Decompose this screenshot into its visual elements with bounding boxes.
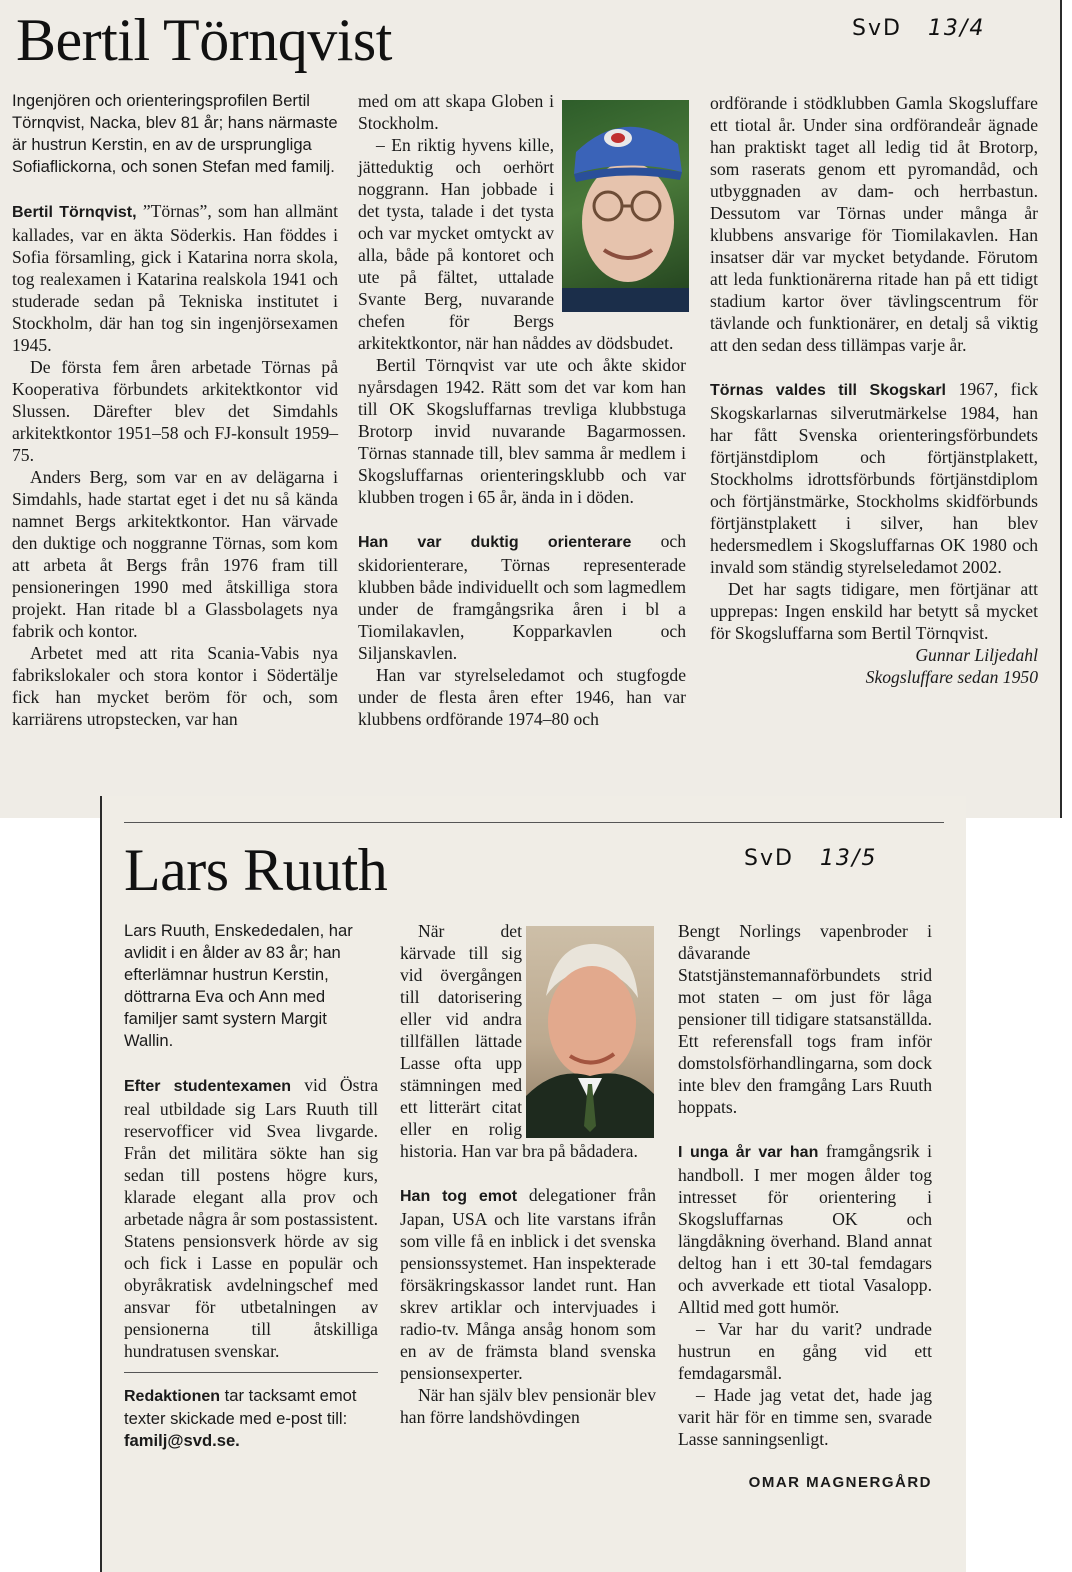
paragraph-text: och skidorienterare, Törnas representerade klubben både individuellt och som lagmedlem under de framgångsrika åren i bl a Tiomilakavlen, Kopparkavlen och Siljanskavlen. <box>358 531 686 663</box>
note-email: familj@svd.se. <box>124 1431 240 1450</box>
paragraph <box>358 530 686 664</box>
handwritten-paper: SvD <box>744 846 794 871</box>
paragraph <box>124 1074 378 1362</box>
quote-paragraph: – En riktig hyvens kille, jätteduktig och oerhört noggrann. Han jobbade i det tysta, talade i det tysta och var mycket omtyckt av alla, både på kontoret och ute på fältet, uttalade Svante Berg, nuvarande chefen för Bergs arkitektkontor, när han nåddes av dödsbudet. <box>358 135 674 353</box>
paragraph-text: vid Östra real utbildade sig Lars Ruuth till reservofficer vid Svea livgarde. Från det militära sökte han sig sedan till postens högre kurs, klarade elegant alla prov och arbetade några år som postassistent. Statens pensionsverk hörde av sig och fick i Lasse en populär och obyråkratisk avdelningschef med ansvar för utbetalningen av pensionerna till åtskilliga hundratusen svenskar. <box>124 1075 378 1361</box>
paragraph: Han var styrelseledamot och stugfogde under de flesta åren efter 1946, han var klubbens ordförande 1974–80 och <box>358 665 686 729</box>
editorial-note <box>124 1385 378 1452</box>
paragraph-lead: Han var duktig orienterare <box>358 534 632 551</box>
obituary-clipping-ruuth <box>100 796 966 1572</box>
handwritten-note <box>744 846 877 871</box>
lead-paragraph: Ingenjören och orienteringsprofilen Bertil Törnqvist, Nacka, blev 81 år; hans närmaste är hustrun Kerstin, en av de ursprungliga Sofiaflickorna, och sonen Stefan med familj. <box>12 91 338 176</box>
note-text: tar tacksamt emot texter skickade med e-post till: <box>124 1386 357 1428</box>
quote-paragraph: – Hade jag vetat det, hade jag varit här för en timme sen, svarade Lasse sanningsenligt. <box>678 1385 932 1449</box>
paragraph <box>678 1140 932 1318</box>
handwritten-date: 13/5 <box>819 846 878 871</box>
paragraph: När han själv blev pensionär blev han förre landshövdingen <box>400 1385 656 1427</box>
portrait-illustration <box>526 926 654 1138</box>
paragraph: Anders Berg, som var en av delägarna i Simdahls, hade startat eget i det nu så kända namnet Bergs arkitektkontor. Han värvade den duktige och noggranne Törnas, som kom att arbeta åt Bergs från 1976 fram till pensioneringen 1990 med åtskilliga stora projekt. Han ritade bl a Glassbolagets nya fabrik och kontor. <box>12 467 338 641</box>
note-lead: Redaktionen <box>124 1388 221 1405</box>
signature-name: Gunnar Liljedahl <box>915 645 1038 665</box>
portrait-illustration <box>562 100 689 312</box>
signature-title: Skogsluffare sedan 1950 <box>865 667 1038 687</box>
article-column-3 <box>710 92 1038 688</box>
portrait-photo <box>562 100 689 312</box>
article-column-3 <box>678 920 932 1494</box>
paragraph: Det har sagts tidigare, men förtjänar att upprepas: Ingen enskild har betytt så mycket för Skogsluffarna som Bertil Törnqvist. <box>710 579 1038 643</box>
paragraph-lead: Törnas valdes till Skogskarl <box>710 382 947 399</box>
handwritten-note <box>852 16 985 41</box>
handwritten-date: 13/4 <box>927 16 986 41</box>
article-column-1 <box>12 90 338 730</box>
paragraph-text: ”Törnas”, som han allmänt kallades, var en äkta Söderkis. Han föddes i Sofia församling, gick i Katarina norra skola, tog realexamen i Katarina realskola 1941 och studerade sedan på Tekniska institutet i Stockholm, där han tog sin ingenjörsexamen 1945. <box>12 201 339 355</box>
paragraph-lead: Han tog emot <box>400 1188 518 1205</box>
lead-paragraph: Lars Ruuth, Enskededalen, har avlidit i en ålder av 83 år; han efterlämnar hustrun Kerstin, döttrarna Eva och Ann med familjer samt systern Margit Wallin. <box>124 921 353 1050</box>
paragraph: När det kärvade till sig vid övergången till datorisering eller vid andra tillfällen lättade Lasse ofta upp stämningen med ett litterärt citat eller en rolig historia. Han var bra på bådadera. <box>400 921 638 1161</box>
paragraph: Bengt Norlings vapenbroder i dåvarande Statstjänstemannaförbundets strid mot staten – om just för låga pensioner till tidigare statsanställda. Ett referensfall togs fram inför domstolsförhandlingarna, som dock inte blev den framgång Lars Ruuth hoppats. <box>678 921 932 1117</box>
paragraph-text: delegationer från Japan, USA och lite varstans ifrån som ville få en inblick i det svenska pensionssystemet. Han inspekterade försäkringskassor landet runt. Han skrev artiklar och intervjuades i radio-tv. Många ansåg honom som en av de främsta bland svenska pensionsexperter. <box>400 1185 657 1383</box>
paragraph: Arbetet med att rita Scania-Vabis nya fabrikslokaler och stora kontor i Södertälje fick han mycket beröm för och, som karriärens utropstecken, var han <box>12 643 338 729</box>
paragraph: Bertil Törnqvist var ute och åkte skidor nyårsdagen 1942. Rätt som det var kom han till OK Skogsluffarnas trevliga klubbstuga Brotorp invid nuvarande Bagarmossen. Törnas stannade till, blev samma år medlem i Skogsluffarnas orienteringsklubb och var klubben trogen i 65 år, ända in i döden. <box>358 355 686 507</box>
headline: Lars Ruuth <box>124 837 388 903</box>
paragraph <box>12 200 338 356</box>
paragraph: ordförande i stödklubben Gamla Skogsluffare ett tiotal år. Under sina ordförandeår ägnade han praktiskt taget all ledig tid åt Brotorp, som raserats genom ett pyromandåd, och utbyggnaden av dam- och herrbastun. Dessutom var Törnas under många år klubbens ansvarige för Tiomilakavlen. Han insatser där var mycket betydande. Förutom att leda funktionärerna ritade han på ett tidigt stadium kartor över tävlingscentrum för tävlande och funktionärer, en detalj så viktig att den sedan dess tillämpas varje år. <box>710 93 1038 355</box>
paragraph: med om att skapa Globen i Stockholm. <box>358 91 554 133</box>
paragraph-lead: Efter studentexamen <box>124 1078 292 1095</box>
paragraph-text: 1967, fick Skogskarlarnas silverutmärkelse 1984, han har fått Svenska orienteringsförbundets förtjänstdiplom och förtjänstplakett, Stockholms idrottsförbunds förtjänstdiplom och förtjänstmärke, Stockholms skidförbunds förtjänstplakett i silver, han blev hedersmedlem i Skogsluffarnas OK 1980 och invald som ständig styrelseledamot 2002. <box>710 379 1039 577</box>
paragraph-lead: Bertil Törnqvist, <box>12 204 137 221</box>
handwritten-paper: SvD <box>852 16 902 41</box>
quote-paragraph: – Var har du varit? undrade hustrun en gång vid ett femdagarsmål. <box>678 1319 932 1383</box>
headline: Bertil Törnqvist <box>16 7 392 73</box>
paragraph <box>400 1184 656 1384</box>
divider <box>124 1372 378 1373</box>
paragraph-text: framgångsrik i handboll. I mer mogen ålder tog intresset för orientering i Skogsluffarnas OK och längdåkning överhand. Bland annat deltog han i ett 30-tal femdagars och avverkade ett tiotal Vasalopp. Alltid med gott humör. <box>678 1141 932 1317</box>
author-byline: OMAR MAGNERGÅRD <box>748 1474 932 1491</box>
paragraph: De första fem åren arbetade Törnas på Kooperativa förbundets arkitektkontor vid Slussen. Därefter blev det Simdahls arkitektkontor 1951–58 och FJ-konsult 1959–75. <box>12 357 338 465</box>
paragraph-lead: I unga år var han <box>678 1144 819 1161</box>
paragraph <box>710 378 1038 578</box>
portrait-photo <box>526 926 654 1138</box>
article-column-1 <box>124 920 378 1452</box>
top-rule <box>124 822 944 823</box>
